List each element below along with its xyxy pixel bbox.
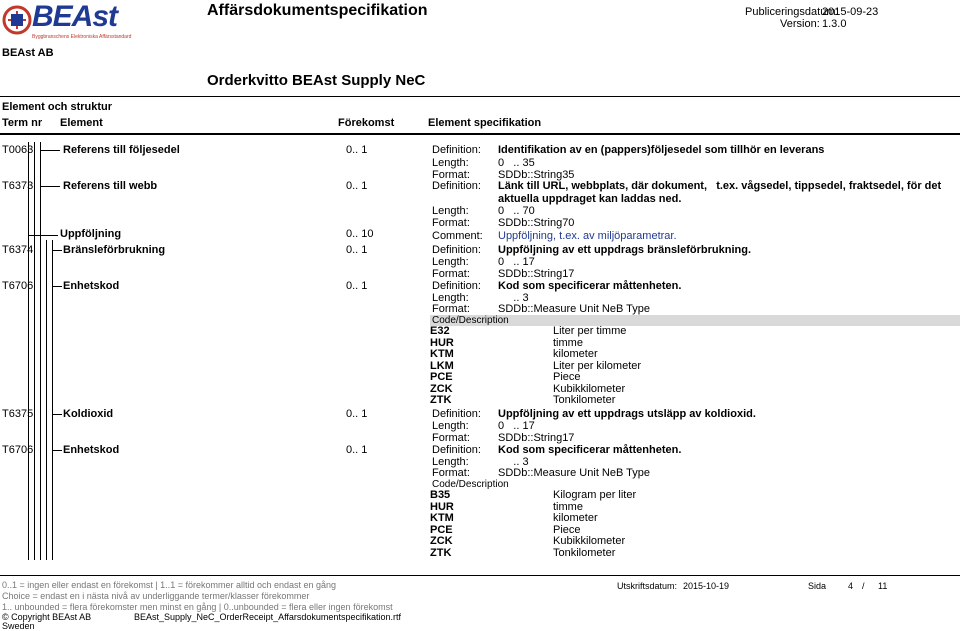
- page-separator: /: [862, 581, 865, 591]
- tree-line: [28, 142, 29, 560]
- code-description: Kubikkilometer: [553, 535, 626, 547]
- length-label: Length:: [432, 292, 469, 304]
- tree-branch: [28, 235, 58, 236]
- definition-text: Kod som specificerar måttenheten.: [498, 444, 682, 456]
- code-value: ZTK: [430, 546, 452, 559]
- occurrence: 0.. 1: [346, 280, 368, 292]
- file-name: BEAst_Supply_NeC_OrderReceipt_Affarsdokumentspecifikation.rtf: [134, 612, 401, 622]
- definition-label: Definition:: [432, 244, 481, 256]
- length-label: Length:: [432, 456, 469, 468]
- format-value: SDDb::Measure Unit NeB Type: [498, 303, 651, 315]
- code-desc-label: Code/Description: [432, 315, 509, 326]
- definition-text: Uppföljning av ett uppdrags bränsleförbrukning.: [498, 244, 752, 256]
- length-value: .. 3: [498, 456, 529, 468]
- format-label: Format:: [432, 303, 470, 315]
- tree-branch: [52, 250, 62, 251]
- code-desc-bar: [430, 315, 960, 326]
- header-rule-bottom: [0, 133, 960, 135]
- tree-branch: [40, 186, 60, 187]
- code-description: Liter per kilometer: [553, 359, 642, 372]
- term-nr: T6373: [2, 180, 34, 192]
- definition-label: Definition:: [432, 444, 481, 456]
- code-description: Liter per timme: [553, 325, 627, 337]
- code-description: timme: [553, 500, 583, 513]
- element-name: Enhetskod: [63, 280, 120, 292]
- length-label: Length:: [432, 420, 469, 432]
- print-date: 2015-10-19: [683, 581, 730, 591]
- code-value: HUR: [430, 336, 454, 349]
- occurrence: 0.. 1: [346, 244, 368, 256]
- code-value: B35: [430, 489, 451, 501]
- code-value: ZTK: [430, 394, 452, 406]
- occurrence: 0.. 10: [346, 228, 374, 240]
- element-name: Koldioxid: [63, 408, 114, 420]
- code-description: timme: [553, 336, 583, 349]
- code-description: Kilogram per liter: [553, 489, 637, 501]
- publish-label: Publiceringsdatum:: [745, 6, 839, 18]
- copyright: © Copyright BEAst AB: [2, 612, 92, 622]
- format-label: Format:: [432, 432, 470, 444]
- version-label: Version:: [780, 18, 820, 30]
- element-name: Referens till följesedel: [63, 144, 180, 156]
- country: Sweden: [2, 621, 35, 631]
- page-number: 4: [848, 581, 854, 591]
- occurrence: 0.. 1: [346, 408, 368, 420]
- print-date-label: Utskriftsdatum:: [617, 581, 678, 591]
- table-group-label: Element och struktur: [2, 101, 113, 113]
- version-value: 1.3.0: [822, 18, 847, 30]
- term-nr: T6375: [2, 408, 34, 420]
- tree-line: [34, 142, 35, 560]
- definition-label: Definition:: [432, 280, 481, 292]
- legend-line-3: 1.. unbounded = flera förekomster men minst en gång | 0..unbounded = flera eller ingen förekomst: [2, 602, 393, 612]
- publish-date: 2015-09-23: [822, 6, 879, 18]
- definition-text: Länk till URL, webbplats, där dokument, t.ex. vågsedel, tippsedel, fraktsedel, för det: [498, 180, 942, 192]
- format-value: SDDb::Measure Unit NeB Type: [498, 467, 651, 479]
- format-value: SDDb::String35: [498, 169, 575, 181]
- logo-subtext: Byggbranschens Elektroniska Affärsstandard: [32, 34, 132, 40]
- code-description: Tonkilometer: [553, 394, 616, 406]
- comment-label: Comment:: [432, 230, 483, 242]
- code-value: PCE: [430, 371, 453, 383]
- company-name: BEAst AB: [2, 47, 54, 59]
- col-term: Term nr: [2, 117, 43, 129]
- page-total: 11: [878, 581, 888, 591]
- logo-text: BEAst: [32, 0, 118, 33]
- term-nr: T6706: [2, 280, 34, 292]
- definition-text: Identifikation av en (pappers)följesedel som tillhör en leverans: [498, 144, 825, 156]
- element-name: Bränsleförbrukning: [63, 244, 166, 256]
- legend-line-1: 0..1 = ingen eller endast en förekomst | 1..1 = förekommer alltid och endast en gång: [2, 580, 337, 590]
- format-label: Format:: [432, 268, 470, 280]
- tree-branch: [52, 286, 62, 287]
- tree-line: [52, 240, 53, 560]
- col-spec: Element specifikation: [428, 117, 542, 129]
- col-element: Element: [60, 117, 103, 129]
- definition-label: Definition:: [432, 180, 481, 192]
- code-desc-label: Code/Description: [432, 479, 509, 490]
- tree-line: [40, 142, 41, 560]
- code-description: Piece: [553, 523, 581, 536]
- tree-line: [46, 240, 47, 560]
- length-label: Length:: [432, 157, 469, 169]
- code-value: E32: [430, 325, 450, 337]
- length-value: 0 .. 35: [498, 157, 535, 169]
- tree-branch: [52, 450, 62, 451]
- tree-branch: [40, 150, 60, 151]
- header-rule: [0, 96, 960, 97]
- format-label: Format:: [432, 169, 470, 181]
- element-name: Referens till webb: [63, 180, 158, 192]
- length-value: .. 3: [498, 292, 529, 304]
- occurrence: 0.. 1: [346, 180, 368, 192]
- format-label: Format:: [432, 467, 470, 479]
- term-nr: T6706: [2, 444, 34, 456]
- legend-line-2: Choice = endast en i nästa nivå av underliggande termer/klasser förekommer: [2, 591, 310, 601]
- format-value: SDDb::String17: [498, 432, 575, 444]
- comment-text: Uppföljning, t.ex. av miljöparametrar.: [498, 230, 677, 242]
- format-value: SDDb::String70: [498, 217, 575, 229]
- definition-label: Definition:: [432, 408, 481, 420]
- code-value: KTM: [430, 348, 454, 360]
- code-value: HUR: [430, 500, 454, 513]
- length-value: 0 .. 17: [498, 420, 535, 432]
- term-nr: T6374: [2, 244, 34, 256]
- length-label: Length:: [432, 256, 469, 268]
- code-value: ZCK: [430, 535, 453, 547]
- code-value: KTM: [430, 512, 454, 524]
- code-description: kilometer: [553, 348, 598, 360]
- col-occurrence: Förekomst: [338, 117, 395, 129]
- format-value: SDDb::String17: [498, 268, 575, 280]
- tree-branch: [52, 414, 62, 415]
- definition-text: Uppföljning av ett uppdrags utsläpp av koldioxid.: [498, 408, 756, 420]
- length-value: 0 .. 17: [498, 256, 535, 268]
- footer-rule: [0, 575, 960, 576]
- length-label: Length:: [432, 205, 469, 217]
- term-nr: T0063: [2, 144, 34, 156]
- code-value: PCE: [430, 523, 453, 536]
- element-name: Enhetskod: [63, 444, 120, 456]
- code-description: Piece: [553, 371, 581, 383]
- code-description: Kubikkilometer: [553, 382, 626, 395]
- code-value: LKM: [430, 359, 454, 372]
- element-name: Uppföljning: [60, 228, 122, 240]
- definition-text-cont: aktuella uppdraget kan laddas ned.: [498, 193, 682, 205]
- code-description: kilometer: [553, 512, 598, 524]
- message-title: Orderkvitto BEAst Supply NeC: [207, 72, 426, 89]
- page-label: Sida: [808, 581, 827, 591]
- code-value: ZCK: [430, 382, 453, 395]
- occurrence: 0.. 1: [346, 444, 368, 456]
- code-description: Tonkilometer: [553, 546, 616, 559]
- definition-label: Definition:: [432, 144, 481, 156]
- length-value: 0 .. 70: [498, 205, 535, 217]
- definition-text: Kod som specificerar måttenheten.: [498, 280, 682, 292]
- document-title: Affärsdokumentspecifikation: [207, 2, 428, 19]
- occurrence: 0.. 1: [346, 144, 368, 156]
- format-label: Format:: [432, 217, 470, 229]
